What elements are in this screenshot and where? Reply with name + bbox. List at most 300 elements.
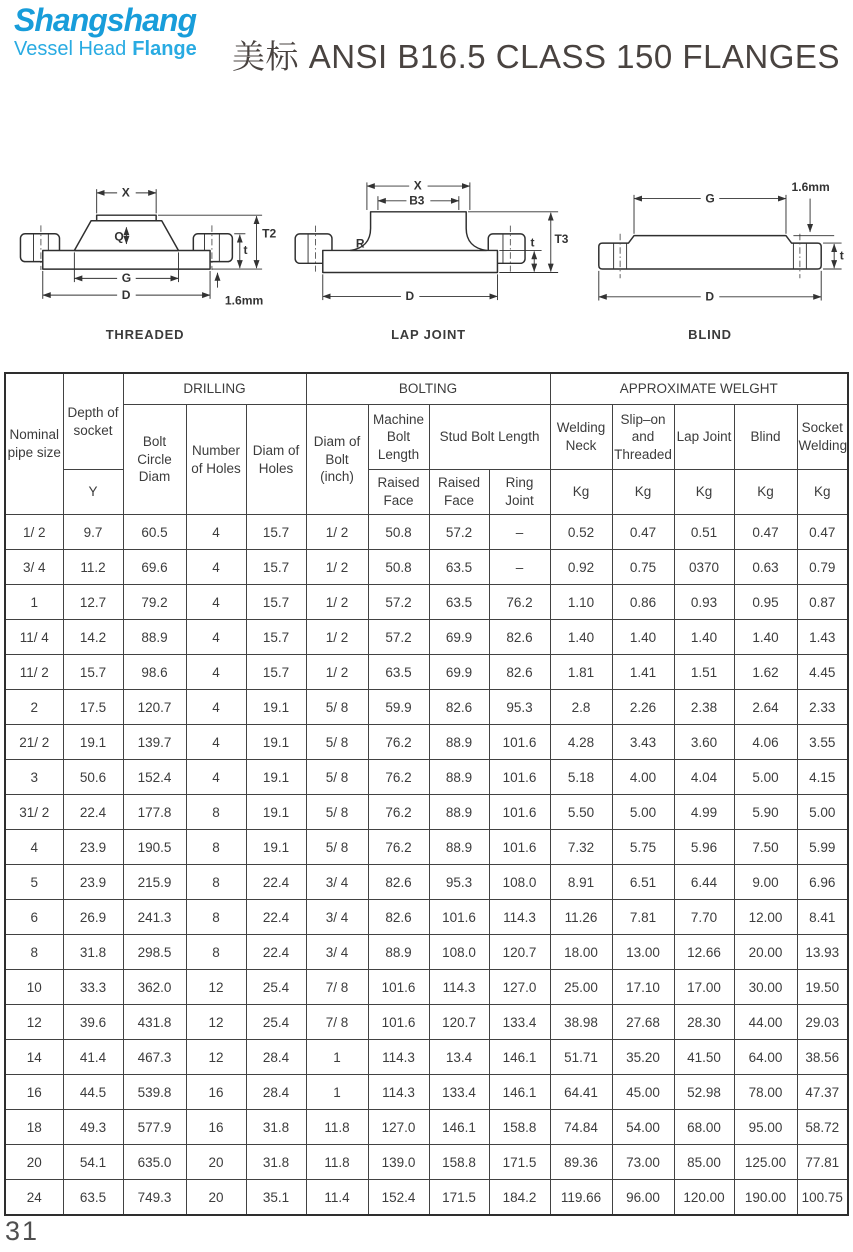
table-cell: 114.3 (489, 900, 550, 935)
table-cell: 3/ 4 (306, 900, 368, 935)
table-cell: 190.00 (734, 1180, 797, 1216)
table-cell: 539.8 (123, 1075, 186, 1110)
dim-label-g: G (121, 271, 132, 286)
table-cell: 11.4 (306, 1180, 368, 1216)
table-cell: 19.1 (246, 725, 306, 760)
table-cell: 12.7 (63, 585, 123, 620)
table-cell: 21/ 2 (5, 725, 63, 760)
table-cell: 15.7 (246, 620, 306, 655)
table-cell: 20 (186, 1145, 246, 1180)
table-cell: 100.75 (797, 1180, 848, 1216)
table-cell: 13.93 (797, 935, 848, 970)
table-cell: 98.6 (123, 655, 186, 690)
table-cell: 146.1 (489, 1040, 550, 1075)
table-cell: 63.5 (63, 1180, 123, 1216)
table-cell: 133.4 (489, 1005, 550, 1040)
table-cell: 8.41 (797, 900, 848, 935)
table-cell: 0.52 (550, 515, 612, 550)
threaded-diagram (4, 165, 286, 323)
table-cell: 88.9 (429, 725, 489, 760)
table-cell: 8 (5, 935, 63, 970)
table-cell: 0.87 (797, 585, 848, 620)
table-cell: 64.41 (550, 1075, 612, 1110)
table-cell: 74.84 (550, 1110, 612, 1145)
table-cell: 4.15 (797, 760, 848, 795)
table-cell: 152.4 (123, 760, 186, 795)
table-cell: 78.00 (734, 1075, 797, 1110)
table-cell: 15.7 (246, 515, 306, 550)
table-cell: 125.00 (734, 1145, 797, 1180)
header-kg-socket-welding: Kg (797, 470, 848, 515)
table-cell: – (489, 550, 550, 585)
header-group-drilling: DRILLING (123, 373, 306, 405)
table-cell: 119.66 (550, 1180, 612, 1216)
table-cell: 95.3 (489, 690, 550, 725)
table-cell: 38.56 (797, 1040, 848, 1075)
table-cell: 4 (186, 550, 246, 585)
table-cell: 5.99 (797, 830, 848, 865)
table-cell: 88.9 (368, 935, 429, 970)
header-stud-raised-face: Raised Face (429, 470, 489, 515)
table-cell: 5.00 (612, 795, 674, 830)
table-cell: 8 (186, 795, 246, 830)
table-cell: 8 (186, 900, 246, 935)
table-cell: 1.10 (550, 585, 612, 620)
table-cell: 63.5 (429, 585, 489, 620)
table-cell: 16 (186, 1110, 246, 1145)
dim-label-raised-face: 1.6mm (791, 180, 830, 195)
table-cell: 11/ 4 (5, 620, 63, 655)
table-cell: 15.7 (63, 655, 123, 690)
table-cell: 76.2 (489, 585, 550, 620)
header-blind: Blind (734, 405, 797, 470)
table-cell: 31/ 2 (5, 795, 63, 830)
table-cell: 146.1 (489, 1075, 550, 1110)
table-cell: 22.4 (63, 795, 123, 830)
header-kg-lap-joint: Kg (674, 470, 734, 515)
table-cell: 11/ 2 (5, 655, 63, 690)
header-lap-joint: Lap Joint (674, 405, 734, 470)
table-cell: 88.9 (429, 760, 489, 795)
page-number: 31 (5, 1216, 40, 1246)
table-cell: 4 (5, 830, 63, 865)
table-cell: 8 (186, 830, 246, 865)
table-cell: 77.81 (797, 1145, 848, 1180)
table-cell: 79.2 (123, 585, 186, 620)
table-cell: 5.00 (734, 760, 797, 795)
table-cell: 18.00 (550, 935, 612, 970)
table-cell: 17.5 (63, 690, 123, 725)
table-cell: 5/ 8 (306, 760, 368, 795)
table-cell: 95.00 (734, 1110, 797, 1145)
table-cell: 41.4 (63, 1040, 123, 1075)
table-cell: 362.0 (123, 970, 186, 1005)
blind-diagram (571, 165, 849, 323)
table-cell: 57.2 (368, 620, 429, 655)
table-cell: 49.3 (63, 1110, 123, 1145)
table-row (5, 1075, 848, 1110)
table-cell: 2.38 (674, 690, 734, 725)
table-row (5, 900, 848, 935)
table-row (5, 1040, 848, 1075)
table-cell: 31.8 (246, 1110, 306, 1145)
table-cell: 1.40 (674, 620, 734, 655)
table-cell: 4.99 (674, 795, 734, 830)
diagram-caption-blind: BLIND (688, 327, 732, 342)
header-slip-on-threaded: Slip–on and Threaded (612, 405, 674, 470)
table-cell: 35.20 (612, 1040, 674, 1075)
table-cell: 101.6 (489, 760, 550, 795)
table-row (5, 1145, 848, 1180)
table-cell: 33.3 (63, 970, 123, 1005)
header-nominal-pipe-size: Nominal pipe size (5, 373, 63, 515)
table-cell: 5/ 8 (306, 830, 368, 865)
dim-label-t: t (243, 243, 248, 258)
table-cell: 5.00 (797, 795, 848, 830)
table-cell: 3.43 (612, 725, 674, 760)
table-cell: 30.00 (734, 970, 797, 1005)
table-cell: 18 (5, 1110, 63, 1145)
table-cell: 44.5 (63, 1075, 123, 1110)
table-cell: 171.5 (429, 1180, 489, 1216)
table-row (5, 690, 848, 725)
table-cell: 28.4 (246, 1040, 306, 1075)
table-cell: 20 (5, 1145, 63, 1180)
header-bolt-circle-diam: Bolt Circle Diam (123, 405, 186, 515)
table-cell: 69.9 (429, 620, 489, 655)
table-cell: 4 (186, 725, 246, 760)
table-cell: 69.9 (429, 655, 489, 690)
company-logo (14, 4, 197, 59)
dim-label-raised-face: 1.6mm (224, 293, 264, 308)
table-cell: 15.7 (246, 550, 306, 585)
logo-brand-text: Shangshang (14, 2, 197, 38)
table-cell: 0.75 (612, 550, 674, 585)
table-cell: 23.9 (63, 865, 123, 900)
table-row (5, 515, 848, 550)
table-cell: 1.40 (550, 620, 612, 655)
table-cell: 12.00 (734, 900, 797, 935)
table-cell: 88.9 (123, 620, 186, 655)
table-cell: 88.9 (429, 795, 489, 830)
lap-joint-diagram-block (286, 165, 571, 342)
table-cell: 4 (186, 515, 246, 550)
table-cell: 241.3 (123, 900, 186, 935)
table-row (5, 1005, 848, 1040)
table-cell: 0.86 (612, 585, 674, 620)
table-cell: 76.2 (368, 830, 429, 865)
table-cell: 12 (186, 1005, 246, 1040)
lap-joint-diagram (286, 165, 571, 323)
table-cell: 28.30 (674, 1005, 734, 1040)
table-cell: 57.2 (368, 585, 429, 620)
table-cell: 9.7 (63, 515, 123, 550)
header-ring-joint: Ring Joint (489, 470, 550, 515)
table-cell: 47.37 (797, 1075, 848, 1110)
table-cell: 6 (5, 900, 63, 935)
table-cell: 114.3 (429, 970, 489, 1005)
table-cell: 3/ 4 (5, 550, 63, 585)
header-kg-blind: Kg (734, 470, 797, 515)
table-cell: 13.4 (429, 1040, 489, 1075)
table-cell: 50.8 (368, 550, 429, 585)
header-socket-welding: Socket Welding (797, 405, 848, 470)
logo-tagline-light: Vessel Head (14, 38, 127, 60)
table-cell: 95.3 (429, 865, 489, 900)
header-group-approximate-weight: APPROXIMATE WELGHT (550, 373, 848, 405)
table-cell: 6.51 (612, 865, 674, 900)
table-cell: 68.00 (674, 1110, 734, 1145)
table-cell: 7/ 8 (306, 970, 368, 1005)
table-cell: 8 (186, 935, 246, 970)
table-header (5, 373, 848, 515)
table-cell: 120.00 (674, 1180, 734, 1216)
table-row (5, 830, 848, 865)
table-cell: 0.63 (734, 550, 797, 585)
table-cell: 11.2 (63, 550, 123, 585)
header-machine-bolt-length: Machine Bolt Length (368, 405, 429, 470)
table-cell: 88.9 (429, 830, 489, 865)
table-cell: 12 (186, 1040, 246, 1075)
table-cell: 12 (5, 1005, 63, 1040)
table-cell: 17.00 (674, 970, 734, 1005)
table-cell: 22.4 (246, 935, 306, 970)
blind-diagram-block (571, 165, 849, 342)
table-cell: 1 (5, 585, 63, 620)
table-cell: 2.8 (550, 690, 612, 725)
table-cell: 120.7 (429, 1005, 489, 1040)
table-cell: 1/ 2 (306, 620, 368, 655)
table-row (5, 760, 848, 795)
logo-tagline-bold: Flange (132, 38, 197, 60)
table-cell: 60.5 (123, 515, 186, 550)
table-cell: 19.1 (246, 830, 306, 865)
table-row (5, 865, 848, 900)
dim-label-x: X (413, 178, 422, 193)
table-cell: 16 (186, 1075, 246, 1110)
table-cell: 51.71 (550, 1040, 612, 1075)
table-cell: 4 (186, 760, 246, 795)
table-cell: 101.6 (368, 970, 429, 1005)
table-cell: 190.5 (123, 830, 186, 865)
table-cell: 76.2 (368, 725, 429, 760)
header-machine-raised-face: Raised Face (368, 470, 429, 515)
table-cell: 12 (186, 970, 246, 1005)
table-cell: 4.06 (734, 725, 797, 760)
table-cell: 63.5 (429, 550, 489, 585)
table-row (5, 655, 848, 690)
header-diam-of-holes: Diam of Holes (246, 405, 306, 515)
table-cell: 13.00 (612, 935, 674, 970)
table-cell: 1/ 2 (306, 550, 368, 585)
table-cell: 3.55 (797, 725, 848, 760)
table-cell: 4.00 (612, 760, 674, 795)
table-cell: 1 (306, 1040, 368, 1075)
flange-diagrams (0, 165, 853, 342)
table-cell: 133.4 (429, 1075, 489, 1110)
table-cell: 3/ 4 (306, 865, 368, 900)
table-cell: 17.10 (612, 970, 674, 1005)
table-cell: 152.4 (368, 1180, 429, 1216)
table-cell: 19.1 (63, 725, 123, 760)
table-cell: 7.81 (612, 900, 674, 935)
table-cell: 82.6 (368, 900, 429, 935)
table-cell: 39.6 (63, 1005, 123, 1040)
table-cell: 7/ 8 (306, 1005, 368, 1040)
table-cell: 5 (5, 865, 63, 900)
table-cell: 89.36 (550, 1145, 612, 1180)
table-cell: 298.5 (123, 935, 186, 970)
table-cell: 8.91 (550, 865, 612, 900)
table-cell: 577.9 (123, 1110, 186, 1145)
table-cell: 114.3 (368, 1075, 429, 1110)
table-row (5, 935, 848, 970)
table-cell: 29.03 (797, 1005, 848, 1040)
table-cell: 5/ 8 (306, 725, 368, 760)
table-cell: 96.00 (612, 1180, 674, 1216)
table-cell: 1.51 (674, 655, 734, 690)
table-cell: 44.00 (734, 1005, 797, 1040)
table-cell: 1 (306, 1075, 368, 1110)
dim-label-x: X (121, 185, 130, 200)
table-cell: 52.98 (674, 1075, 734, 1110)
table-cell: 4 (186, 690, 246, 725)
table-cell: 0.51 (674, 515, 734, 550)
table-cell: 16 (5, 1075, 63, 1110)
table-cell: 10 (5, 970, 63, 1005)
table-cell: 5/ 8 (306, 690, 368, 725)
table-cell: 82.6 (489, 655, 550, 690)
table-row (5, 1110, 848, 1145)
table-cell: 6.44 (674, 865, 734, 900)
dim-label-t2: T2 (262, 226, 277, 241)
table-cell: 59.9 (368, 690, 429, 725)
table-cell: 1/ 2 (306, 585, 368, 620)
table-cell: 8 (186, 865, 246, 900)
diagram-caption-threaded: THREADED (105, 327, 185, 342)
dim-label-t: t (530, 235, 535, 250)
flange-table-body (5, 515, 848, 1216)
table-cell: 76.2 (368, 795, 429, 830)
table-cell: 0.93 (674, 585, 734, 620)
table-cell: 5.96 (674, 830, 734, 865)
header-group-bolting: BOLTING (306, 373, 550, 405)
table-cell: 38.98 (550, 1005, 612, 1040)
table-cell: 108.0 (489, 865, 550, 900)
table-cell: 19.50 (797, 970, 848, 1005)
table-cell: 158.8 (429, 1145, 489, 1180)
table-cell: 0.95 (734, 585, 797, 620)
table-cell: 35.1 (246, 1180, 306, 1216)
dim-label-t: t (839, 248, 844, 263)
diagram-caption-lap-joint: LAP JOINT (391, 327, 466, 342)
table-cell: 76.2 (368, 760, 429, 795)
table-cell: 3/ 4 (306, 935, 368, 970)
table-cell: 26.9 (63, 900, 123, 935)
header-depth-of-socket: Depth of socket (63, 373, 123, 470)
table-cell: 31.8 (246, 1145, 306, 1180)
table-cell: 24 (5, 1180, 63, 1216)
table-cell: 5.18 (550, 760, 612, 795)
table-cell: 5.50 (550, 795, 612, 830)
table-cell: 171.5 (489, 1145, 550, 1180)
table-cell: 64.00 (734, 1040, 797, 1075)
table-cell: 22.4 (246, 900, 306, 935)
table-cell: 82.6 (429, 690, 489, 725)
table-cell: 9.00 (734, 865, 797, 900)
table-cell: 184.2 (489, 1180, 550, 1216)
table-cell: 635.0 (123, 1145, 186, 1180)
table-cell: 2.33 (797, 690, 848, 725)
table-cell: 54.00 (612, 1110, 674, 1145)
table-cell: 0.47 (612, 515, 674, 550)
table-row (5, 550, 848, 585)
page-title: 美标 ANSI B16.5 CLASS 150 FLANGES (232, 38, 840, 75)
table-cell: 4 (186, 585, 246, 620)
table-cell: 0370 (674, 550, 734, 585)
table-row (5, 725, 848, 760)
table-cell: 25.00 (550, 970, 612, 1005)
table-cell: 20.00 (734, 935, 797, 970)
header-y: Y (63, 470, 123, 515)
table-cell: 50.6 (63, 760, 123, 795)
table-cell: 5/ 8 (306, 795, 368, 830)
table-cell: 4.45 (797, 655, 848, 690)
table-cell: 82.6 (489, 620, 550, 655)
table-cell: 11.26 (550, 900, 612, 935)
dim-label-r: R (355, 236, 365, 251)
table-cell: 101.6 (429, 900, 489, 935)
header-stud-bolt-length: Stud Bolt Length (429, 405, 550, 470)
table-cell: 1/ 2 (306, 515, 368, 550)
table-cell: 19.1 (246, 760, 306, 795)
table-cell: 7.70 (674, 900, 734, 935)
table-cell: 5.90 (734, 795, 797, 830)
table-cell: 1/ 2 (306, 655, 368, 690)
table-cell: 101.6 (489, 725, 550, 760)
table-cell: 4 (186, 655, 246, 690)
table-cell: 19.1 (246, 795, 306, 830)
table-cell: 14 (5, 1040, 63, 1075)
table-row (5, 585, 848, 620)
table-cell: 15.7 (246, 585, 306, 620)
table-cell: 2 (5, 690, 63, 725)
table-cell: 6.96 (797, 865, 848, 900)
table-cell: – (489, 515, 550, 550)
table-cell: 127.0 (489, 970, 550, 1005)
table-row (5, 970, 848, 1005)
table-cell: 4 (186, 620, 246, 655)
table-cell: 27.68 (612, 1005, 674, 1040)
header-diam-of-bolt: Diam of Bolt (inch) (306, 405, 368, 515)
table-cell: 7.50 (734, 830, 797, 865)
table-cell: 2.64 (734, 690, 797, 725)
dim-label-q: Q (114, 229, 124, 244)
dim-label-d: D (121, 287, 131, 302)
table-cell: 54.1 (63, 1145, 123, 1180)
table-cell: 28.4 (246, 1075, 306, 1110)
table-cell: 25.4 (246, 1005, 306, 1040)
table-cell: 467.3 (123, 1040, 186, 1075)
table-cell: 139.0 (368, 1145, 429, 1180)
table-cell: 31.8 (63, 935, 123, 970)
table-cell: 0.92 (550, 550, 612, 585)
table-cell: 1.62 (734, 655, 797, 690)
table-row (5, 1180, 848, 1216)
table-cell: 15.7 (246, 655, 306, 690)
table-cell: 22.4 (246, 865, 306, 900)
table-cell: 158.8 (489, 1110, 550, 1145)
